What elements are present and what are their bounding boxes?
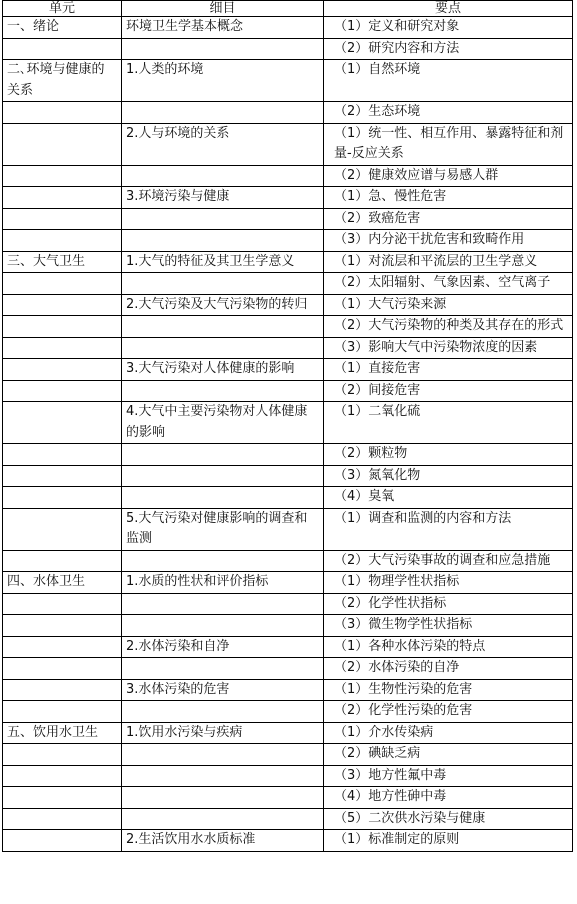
- cell-unit: [3, 230, 122, 252]
- cell-item: [122, 444, 324, 466]
- cell-point: （2）致癌危害: [324, 208, 573, 230]
- table-row: [3, 208, 573, 230]
- cell-item: [122, 465, 324, 487]
- cell-item: [122, 316, 324, 338]
- table-row: [3, 658, 573, 680]
- cell-unit: [3, 123, 122, 165]
- cell-item: 1.水质的性状和评价指标: [122, 572, 324, 594]
- header-item: 细目: [122, 1, 324, 17]
- header-point: 要点: [324, 1, 573, 17]
- table-row: [3, 444, 573, 466]
- cell-unit: [3, 787, 122, 809]
- cell-unit: 一、绪论: [3, 17, 122, 39]
- cell-unit: [3, 658, 122, 680]
- cell-item: [122, 808, 324, 830]
- cell-point: （2）大气污染物的种类及其存在的形式: [324, 316, 573, 338]
- cell-unit: [3, 337, 122, 359]
- cell-point: （4）地方性砷中毒: [324, 787, 573, 809]
- table-row: [3, 402, 573, 444]
- cell-item: 环境卫生学基本概念: [122, 17, 324, 39]
- cell-item: 2.水体污染和自净: [122, 636, 324, 658]
- cell-point: （5）二次供水污染与健康: [324, 808, 573, 830]
- cell-unit: [3, 508, 122, 550]
- cell-item: 3.大气污染对人体健康的影响: [122, 359, 324, 381]
- cell-item: [122, 658, 324, 680]
- cell-unit: [3, 402, 122, 444]
- cell-item: [122, 744, 324, 766]
- cell-unit: [3, 208, 122, 230]
- cell-point: （1）各种水体污染的特点: [324, 636, 573, 658]
- cell-unit: [3, 550, 122, 572]
- cell-point: （1）定义和研究对象: [324, 17, 573, 39]
- cell-point: （1）对流层和平流层的卫生学意义: [324, 251, 573, 273]
- cell-item: 4.大气中主要污染物对人体健康的影响: [122, 402, 324, 444]
- cell-point: （2）健康效应谱与易感人群: [324, 165, 573, 187]
- cell-unit: [3, 294, 122, 316]
- cell-point: （1）物理学性状指标: [324, 572, 573, 594]
- cell-point: （1）二氧化硫: [324, 402, 573, 444]
- cell-point: （1）生物性污染的危害: [324, 679, 573, 701]
- cell-point: （4）臭氧: [324, 487, 573, 509]
- table-row: [3, 636, 573, 658]
- table-row: [3, 165, 573, 187]
- cell-item: 1.饮用水污染与疾病: [122, 722, 324, 744]
- table-row: [3, 808, 573, 830]
- cell-item: 2.人与环境的关系: [122, 123, 324, 165]
- cell-item: [122, 787, 324, 809]
- cell-point: （2）研究内容和方法: [324, 38, 573, 60]
- cell-unit: 三、大气卫生: [3, 251, 122, 273]
- cell-item: 5.大气污染对健康影响的调查和监测: [122, 508, 324, 550]
- cell-point: （1）标准制定的原则: [324, 830, 573, 852]
- header-unit: 单元: [3, 1, 122, 17]
- cell-unit: [3, 273, 122, 295]
- table-row: [3, 380, 573, 402]
- cell-item: [122, 615, 324, 637]
- table-row: [3, 17, 573, 39]
- cell-point: （2）大气污染事故的调查和应急措施: [324, 550, 573, 572]
- cell-item: 1.大气的特征及其卫生学意义: [122, 251, 324, 273]
- table-row: [3, 508, 573, 550]
- cell-point: （3）微生物学性状指标: [324, 615, 573, 637]
- cell-unit: [3, 593, 122, 615]
- cell-unit: [3, 444, 122, 466]
- table-row: [3, 123, 573, 165]
- cell-point: （2）水体污染的自净: [324, 658, 573, 680]
- cell-unit: [3, 187, 122, 209]
- cell-item: [122, 165, 324, 187]
- cell-unit: [3, 808, 122, 830]
- cell-item: [122, 102, 324, 124]
- cell-point: （1）统一性、相互作用、暴露特征和剂量-反应关系: [324, 123, 573, 165]
- cell-unit: [3, 679, 122, 701]
- cell-item: [122, 701, 324, 723]
- cell-unit: [3, 765, 122, 787]
- cell-item: [122, 550, 324, 572]
- table-row: [3, 38, 573, 60]
- cell-item: [122, 765, 324, 787]
- cell-item: [122, 230, 324, 252]
- table-row: [3, 572, 573, 594]
- cell-point: （3）氮氧化物: [324, 465, 573, 487]
- table-row: [3, 744, 573, 766]
- cell-unit: [3, 744, 122, 766]
- cell-point: （1）自然环境: [324, 60, 573, 102]
- cell-point: （2）生态环境: [324, 102, 573, 124]
- cell-item: 2.大气污染及大气污染物的转归: [122, 294, 324, 316]
- table-body: [3, 17, 573, 852]
- table-row: [3, 615, 573, 637]
- cell-item: 3.环境污染与健康: [122, 187, 324, 209]
- table-row: [3, 359, 573, 381]
- cell-point: （1）介水传染病: [324, 722, 573, 744]
- cell-item: [122, 38, 324, 60]
- cell-point: （1）直接危害: [324, 359, 573, 381]
- cell-item: [122, 380, 324, 402]
- cell-unit: [3, 165, 122, 187]
- table-row: [3, 701, 573, 723]
- cell-point: （3）内分泌干扰危害和致畸作用: [324, 230, 573, 252]
- cell-unit: [3, 102, 122, 124]
- table-row: [3, 251, 573, 273]
- cell-item: 2.生活饮用水水质标准: [122, 830, 324, 852]
- table-row: [3, 465, 573, 487]
- syllabus-table: [2, 0, 573, 852]
- table-row: [3, 337, 573, 359]
- cell-point: （2）碘缺乏病: [324, 744, 573, 766]
- cell-unit: [3, 830, 122, 852]
- cell-point: （2）化学性污染的危害: [324, 701, 573, 723]
- cell-unit: 五、饮用水卫生: [3, 722, 122, 744]
- table-row: [3, 787, 573, 809]
- table-row: [3, 60, 573, 102]
- cell-unit: [3, 636, 122, 658]
- cell-unit: [3, 701, 122, 723]
- cell-unit: [3, 38, 122, 60]
- cell-unit: 四、水体卫生: [3, 572, 122, 594]
- table-row: [3, 316, 573, 338]
- table-header: [3, 1, 573, 17]
- cell-point: （1）大气污染来源: [324, 294, 573, 316]
- table-row: [3, 294, 573, 316]
- cell-unit: [3, 465, 122, 487]
- cell-point: （1）调查和监测的内容和方法: [324, 508, 573, 550]
- cell-point: （2）间接危害: [324, 380, 573, 402]
- table-row: [3, 765, 573, 787]
- cell-point: （1）急、慢性危害: [324, 187, 573, 209]
- cell-item: 3.水体污染的危害: [122, 679, 324, 701]
- cell-item: [122, 273, 324, 295]
- table-row: [3, 550, 573, 572]
- cell-item: [122, 593, 324, 615]
- table-row: [3, 487, 573, 509]
- cell-unit: 二､环境与健康的关系: [3, 60, 122, 102]
- table-row: [3, 273, 573, 295]
- cell-unit: [3, 316, 122, 338]
- cell-item: [122, 337, 324, 359]
- cell-unit: [3, 359, 122, 381]
- cell-unit: [3, 487, 122, 509]
- header-row: [3, 1, 573, 17]
- table-row: [3, 722, 573, 744]
- table-row: [3, 187, 573, 209]
- table-row: [3, 830, 573, 852]
- table-row: [3, 102, 573, 124]
- table-row: [3, 593, 573, 615]
- cell-point: （3）影响大气中污染物浓度的因素: [324, 337, 573, 359]
- cell-unit: [3, 380, 122, 402]
- table-row: [3, 679, 573, 701]
- table-row: [3, 230, 573, 252]
- cell-item: [122, 487, 324, 509]
- cell-item: [122, 208, 324, 230]
- cell-point: （2）化学性状指标: [324, 593, 573, 615]
- cell-point: （3）地方性氟中毒: [324, 765, 573, 787]
- cell-unit: [3, 615, 122, 637]
- cell-item: 1.人类的环境: [122, 60, 324, 102]
- cell-point: （2）太阳辐射、气象因素、空气离子: [324, 273, 573, 295]
- cell-point: （2）颗粒物: [324, 444, 573, 466]
